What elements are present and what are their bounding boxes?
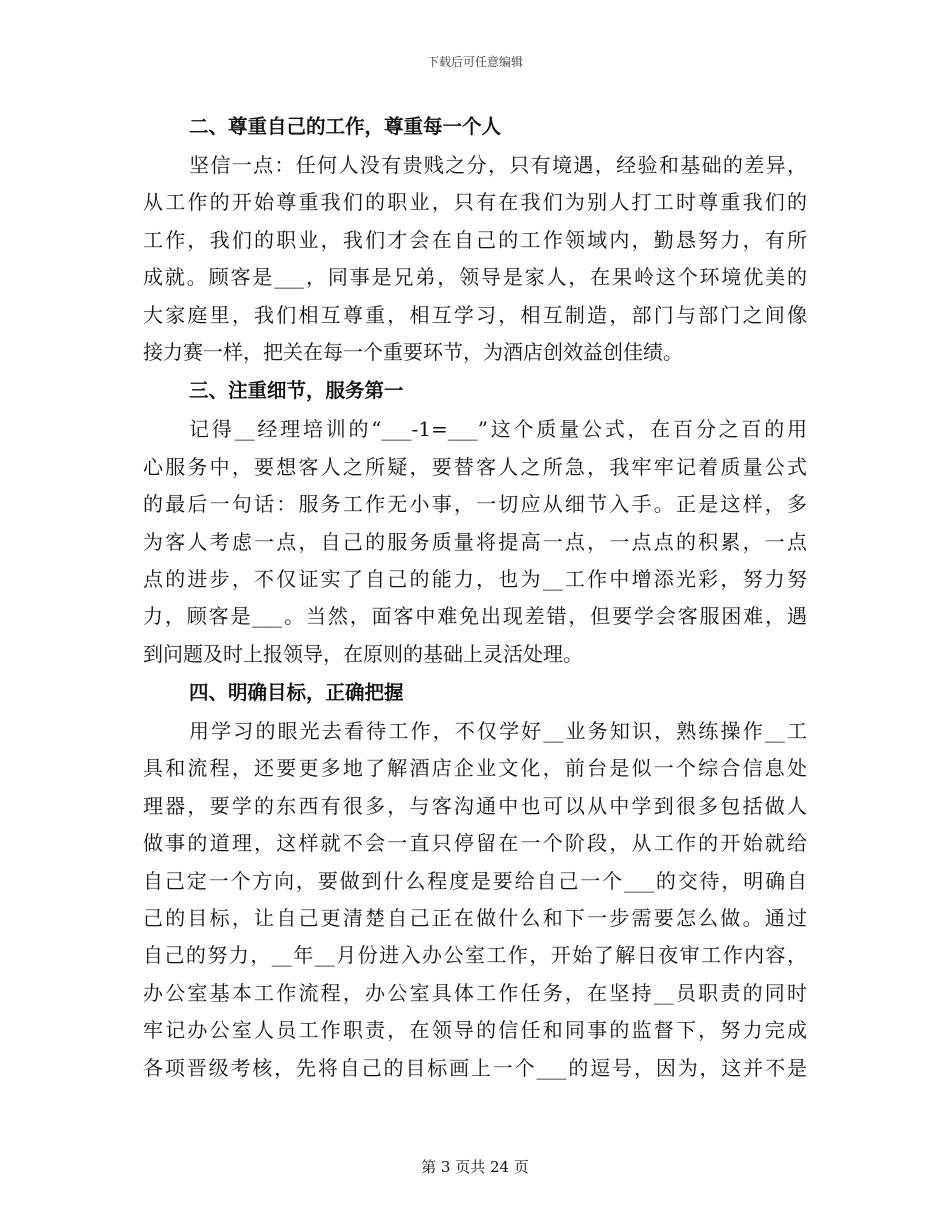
section-2 bbox=[143, 107, 807, 371]
paragraph-line: 到问题及时上报领导，在原则的基础上灵活处理。 bbox=[143, 641, 583, 666]
paragraph-line: 理器，要学的东西有很多，与客沟通中也可以从中学到很多包括做人 bbox=[143, 793, 807, 818]
paragraph-line: 坚信一点：任何人没有贵贱之分，只有境遇，经验和基础的差异， bbox=[189, 153, 807, 177]
paragraph-line: 记得__经理培训的“___-1=___”这个质量公式，在百分之百的用 bbox=[189, 417, 807, 442]
paragraph-line: 点的进步，不仅证实了自己的能力，也为__工作中增添光彩，努力努 bbox=[143, 566, 807, 591]
paragraph-line: 各项晋级考核，先将自己的目标画上一个___的逗号，因为，这并不是 bbox=[143, 1055, 807, 1080]
paragraph-line: 做事的道理，这样就不会一直只停留在一个阶段，从工作的开始就给 bbox=[143, 831, 807, 856]
paragraph-line: 从工作的开始尊重我们的职业，只有在我们为别人打工时尊重我们的 bbox=[143, 190, 807, 215]
paragraph-line: 大家庭里，我们相互尊重，相互学习，相互制造，部门与部门之间像 bbox=[143, 302, 807, 327]
paragraph-line: 己的目标，让自己更清楚自己正在做什么和下一步需要怎么做。通过 bbox=[143, 906, 807, 931]
paragraph-line: 办公室基本工作流程，办公室具体工作任务，在坚持__员职责的同时 bbox=[143, 980, 807, 1005]
paragraph-line: 心服务中，要想客人之所疑，要替客人之所急，我牢牢记着质量公式 bbox=[143, 454, 807, 479]
paragraph-line: 自己定一个方向，要做到什么程度是要给自己一个___的交待，明确自 bbox=[143, 868, 807, 893]
section-4 bbox=[143, 673, 807, 1087]
paragraph-line: 的最后一句话：服务工作无小事，一切应从细节入手。正是这样，多 bbox=[143, 492, 807, 517]
paragraph-line: 接力赛一样，把关在每一个重要环节，为酒店创效益创佳绩。 bbox=[143, 339, 683, 364]
page-header-note: 下载后可任意编辑 bbox=[426, 55, 523, 69]
section-heading: 二、尊重自己的工作，尊重每一个人 bbox=[189, 115, 502, 138]
section-heading: 四、明确目标，正确把握 bbox=[189, 681, 404, 705]
paragraph-line: 自己的努力，__年__月份进入办公室工作，开始了解日夜审工作内容， bbox=[143, 943, 807, 968]
section-heading: 三、注重细节，服务第一 bbox=[189, 379, 404, 403]
paragraph-line: 用学习的眼光去看待工作，不仅学好__业务知识，熟练操作__工 bbox=[189, 719, 807, 744]
paragraph-line: 成就。顾客是___，同事是兄弟，领导是家人，在果岭这个环境优美的 bbox=[143, 265, 807, 290]
paragraph-line: 工作，我们的职业，我们才会在自己的工作领域内，勤恳努力，有所 bbox=[143, 227, 807, 252]
paragraph-line: 具和流程，还要更多地了解酒店企业文化，前台是似一个综合信息处 bbox=[143, 756, 807, 781]
page-number: 第 3 页共 24 页 bbox=[421, 1158, 529, 1176]
paragraph-line: 为客人考虑一点，自己的服务质量将提高一点，一点点的积累，一点 bbox=[143, 529, 807, 554]
paragraph-line: 力，顾客是___。当然，面客中难免出现差错，但要学会客服困难，遇 bbox=[143, 604, 807, 629]
paragraph-line: 牢记办公室人员工作职责，在领导的信任和同事的监督下，努力完成 bbox=[143, 1018, 807, 1043]
document-body bbox=[143, 107, 807, 1087]
section-3 bbox=[143, 371, 807, 673]
